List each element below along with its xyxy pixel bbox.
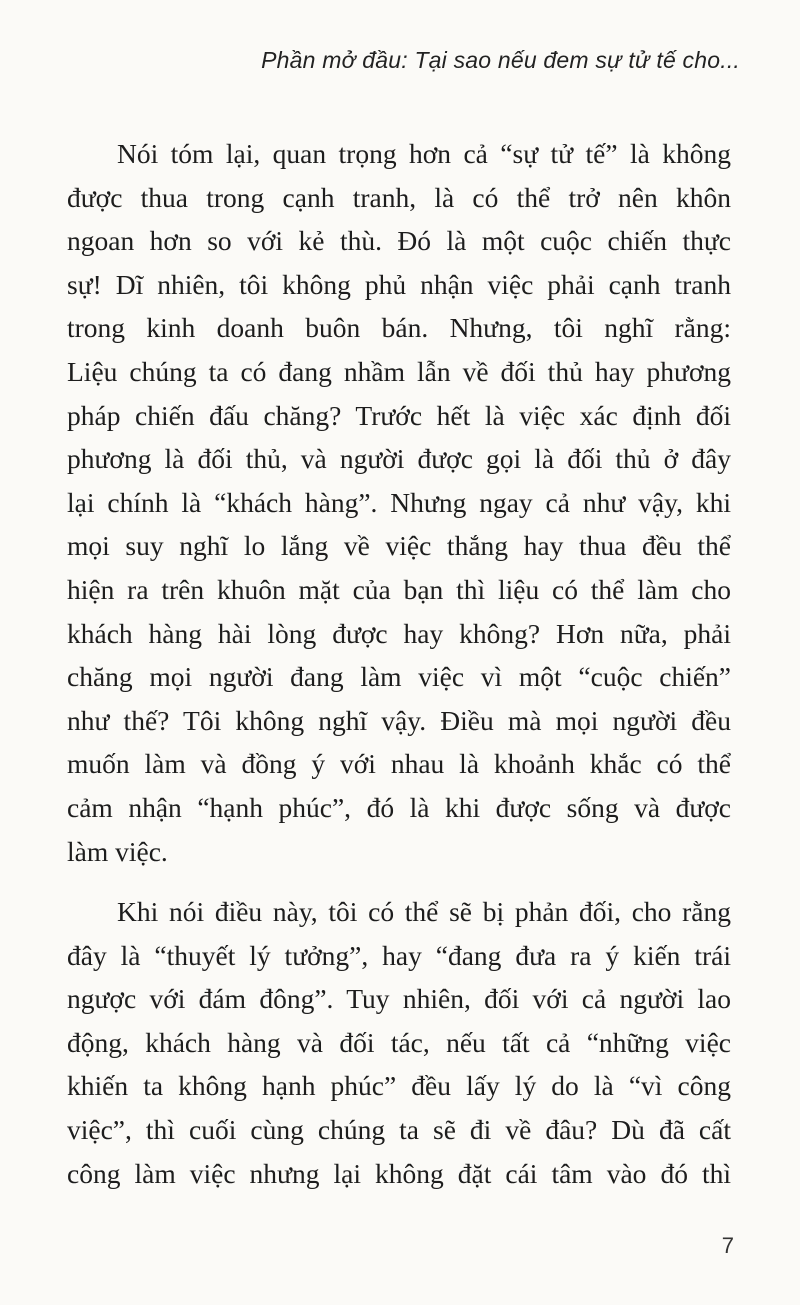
running-header: Phần mở đầu: Tại sao nếu đem sự tử tế cho... [261, 47, 740, 73]
body-text [67, 132, 731, 1195]
text-line: động, khách hàng và đối tác, nếu tất cả “những việc [67, 1026, 731, 1058]
text-line: sự! Dĩ nhiên, tôi không phủ nhận việc phải cạnh tranh [67, 268, 731, 300]
text-line: hiện ra trên khuôn mặt của bạn thì liệu có thể làm cho [67, 573, 731, 605]
text-line: lại chính là “khách hàng”. Nhưng ngay cả như vậy, khi [67, 486, 731, 518]
page-number: 7 [721, 1233, 734, 1258]
text-line: Liệu chúng ta có đang nhầm lẫn về đối thủ hay phương [67, 355, 731, 387]
text-line: khách hàng hài lòng được hay không? Hơn nữa, phải [67, 617, 731, 649]
text-line: mọi suy nghĩ lo lắng về việc thắng hay thua đều thể [67, 530, 731, 562]
text-line: chăng mọi người đang làm việc vì một “cuộc chiến” [67, 661, 731, 693]
text-line: như thế? Tôi không nghĩ vậy. Điều mà mọi người đều [67, 704, 731, 736]
text-line: trong kinh doanh buôn bán. Nhưng, tôi nghĩ rằng: [67, 312, 731, 344]
text-line: được thua trong cạnh tranh, là có thể trở nên khôn [67, 181, 731, 213]
text-line: làm việc. [67, 835, 168, 867]
paragraph-2 [67, 890, 731, 1195]
text-line: cảm nhận “hạnh phúc”, đó là khi được sống và được [67, 791, 731, 823]
text-line: Khi nói điều này, tôi có thể sẽ bị phản đối, cho rằng [117, 896, 731, 928]
text-line: công làm việc nhưng lại không đặt cái tâm vào đó thì [67, 1157, 731, 1189]
text-line: khiến ta không hạnh phúc” đều lấy lý do là “vì công [67, 1070, 731, 1102]
paragraph-1 [67, 132, 731, 873]
text-line: đây là “thuyết lý tưởng”, hay “đang đưa ra ý kiến trái [67, 939, 731, 971]
text-line: muốn làm và đồng ý với nhau là khoảnh khắc có thể [67, 748, 731, 780]
text-line: Nói tóm lại, quan trọng hơn cả “sự tử tế” là không [117, 138, 731, 169]
text-line: việc”, thì cuối cùng chúng ta sẽ đi về đâu? Dù đã cất [67, 1114, 731, 1146]
text-line: ngoan hơn so với kẻ thù. Đó là một cuộc chiến thực [67, 225, 731, 257]
text-line: ngược với đám đông”. Tuy nhiên, đối với cả người lao [67, 983, 731, 1015]
text-line: phương là đối thủ, và người được gọi là đối thủ ở đây [67, 443, 731, 475]
text-line: pháp chiến đấu chăng? Trước hết là việc xác định đối [67, 399, 731, 431]
